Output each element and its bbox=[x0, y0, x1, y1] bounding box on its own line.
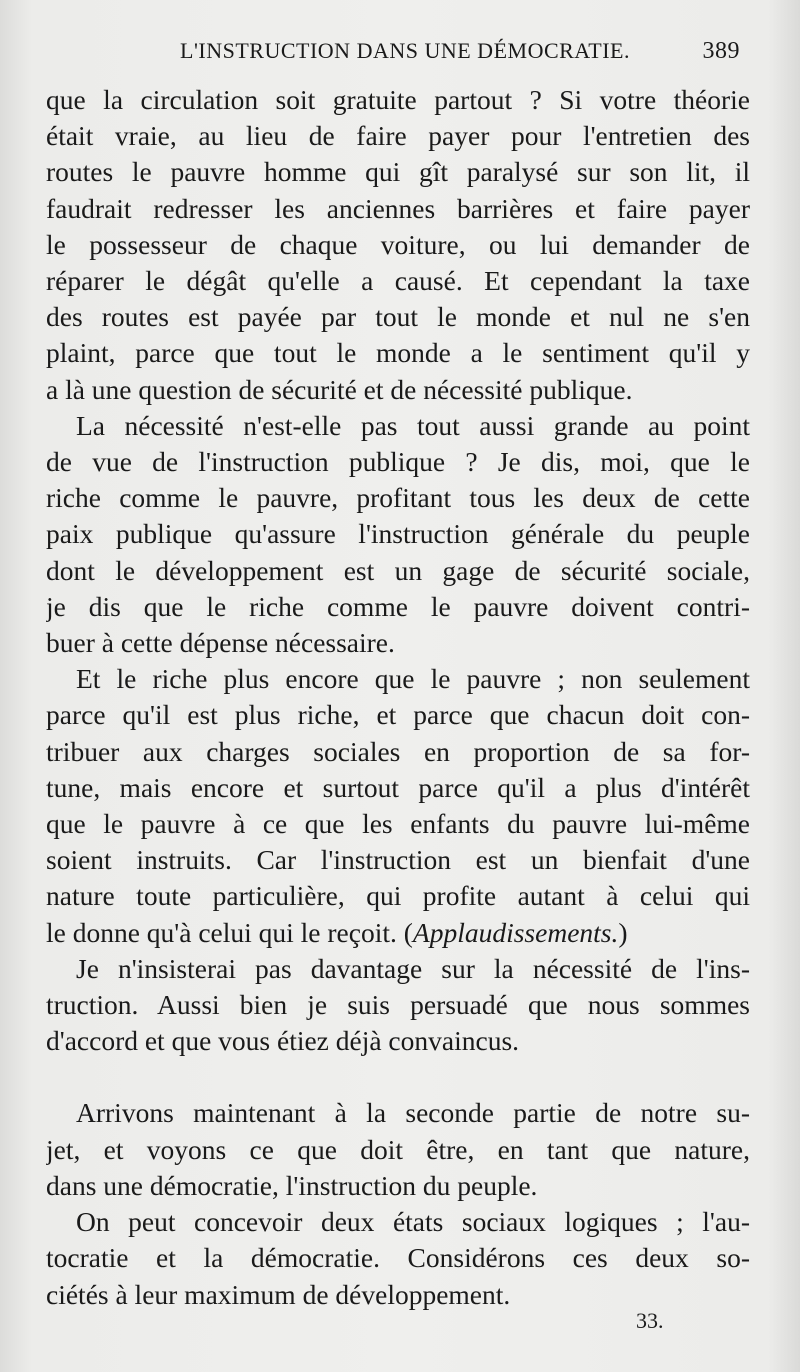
text-line: tribuer aux charges sociales en proportion de sa for- bbox=[46, 735, 750, 767]
text-line: routes le pauvre homme qui gît paralysé sur son lit, il bbox=[46, 156, 750, 188]
paragraph-p4 bbox=[46, 951, 750, 1060]
text-line: jet, et voyons ce que doit être, en tant que nature, bbox=[46, 1133, 750, 1165]
page-number: 389 bbox=[702, 38, 740, 64]
text-line: parce qu'il est plus riche, et parce que chacun doit con- bbox=[46, 699, 750, 731]
running-title: L'INSTRUCTION DANS UNE DÉMOCRATIE. bbox=[180, 38, 630, 63]
text-line: buer à cette dépense nécessaire. bbox=[46, 627, 395, 659]
text-line: le possesseur de chaque voiture, ou lui demander de bbox=[46, 228, 750, 260]
text-line: de vue de l'instruction publique ? Je dis, moi, que le bbox=[46, 446, 750, 478]
text-line: tocratie et la démocratie. Considérons ces deux so- bbox=[46, 1242, 750, 1274]
text-line: que le pauvre à ce que les enfants du pauvre lui-même bbox=[46, 808, 750, 840]
paragraph-p5 bbox=[46, 1095, 750, 1204]
text-line: plaint, parce que tout le monde a le sentiment qu'il y bbox=[46, 337, 750, 369]
text-line: Et le riche plus encore que le pauvre ; non seulement bbox=[76, 663, 750, 695]
text-line: truction. Aussi bien je suis persuadé que nous sommes bbox=[46, 989, 750, 1021]
text-line: je dis que le riche comme le pauvre doivent contri- bbox=[46, 590, 750, 622]
text-line: réparer le dégât qu'elle a causé. Et cependant la taxe bbox=[46, 265, 750, 297]
paragraph-p1 bbox=[46, 82, 750, 408]
text-line: On peut concevoir deux états sociaux logiques ; l'au- bbox=[76, 1206, 750, 1238]
paragraph-p6 bbox=[46, 1204, 750, 1313]
text-line: La nécessité n'est-elle pas tout aussi grande au point bbox=[76, 409, 750, 441]
text-line: paix publique qu'assure l'instruction générale du peuple bbox=[46, 518, 750, 550]
text-line: nature toute particulière, qui profite autant à celui qui bbox=[46, 880, 750, 912]
text-line: dont le développement est un gage de sécurité sociale, bbox=[46, 554, 750, 586]
text-line: dans une démocratie, l'instruction du peuple. bbox=[46, 1169, 538, 1201]
text-line: Je n'insisterai pas davantage sur la nécessité de l'ins- bbox=[76, 952, 750, 984]
text-line: a là une question de sécurité et de nécessité publique. bbox=[46, 373, 633, 405]
text-line: des routes est payée par tout le monde et nul ne s'en bbox=[46, 301, 750, 333]
signature-mark: 33. bbox=[636, 1308, 664, 1333]
text-line: d'accord et que vous étiez déjà convaincus. bbox=[46, 1025, 520, 1057]
text-line: soient instruits. Car l'instruction est un bienfait d'une bbox=[46, 844, 750, 876]
paragraph-p3 bbox=[46, 661, 750, 951]
text-line: ciétés à leur maximum de développement. bbox=[46, 1278, 511, 1310]
body-text bbox=[46, 82, 750, 1313]
text-line: tune, mais encore et surtout parce qu'il a plus d'intérêt bbox=[46, 771, 750, 803]
text-line: était vraie, au lieu de faire payer pour l'entretien des bbox=[46, 120, 750, 152]
text-line: le donne qu'à celui qui le reçoit. (Applaudissements.) bbox=[46, 916, 628, 948]
running-header bbox=[180, 38, 740, 68]
text-line: faudrait redresser les anciennes barrières et faire payer bbox=[46, 192, 750, 224]
text-line: que la circulation soit gratuite partout ? Si votre théorie bbox=[46, 84, 750, 115]
text-line: Arrivons maintenant à la seconde partie de notre su- bbox=[76, 1097, 750, 1129]
text-line: riche comme le pauvre, profitant tous les deux de cette bbox=[46, 482, 750, 514]
paragraph-p2 bbox=[46, 408, 750, 661]
